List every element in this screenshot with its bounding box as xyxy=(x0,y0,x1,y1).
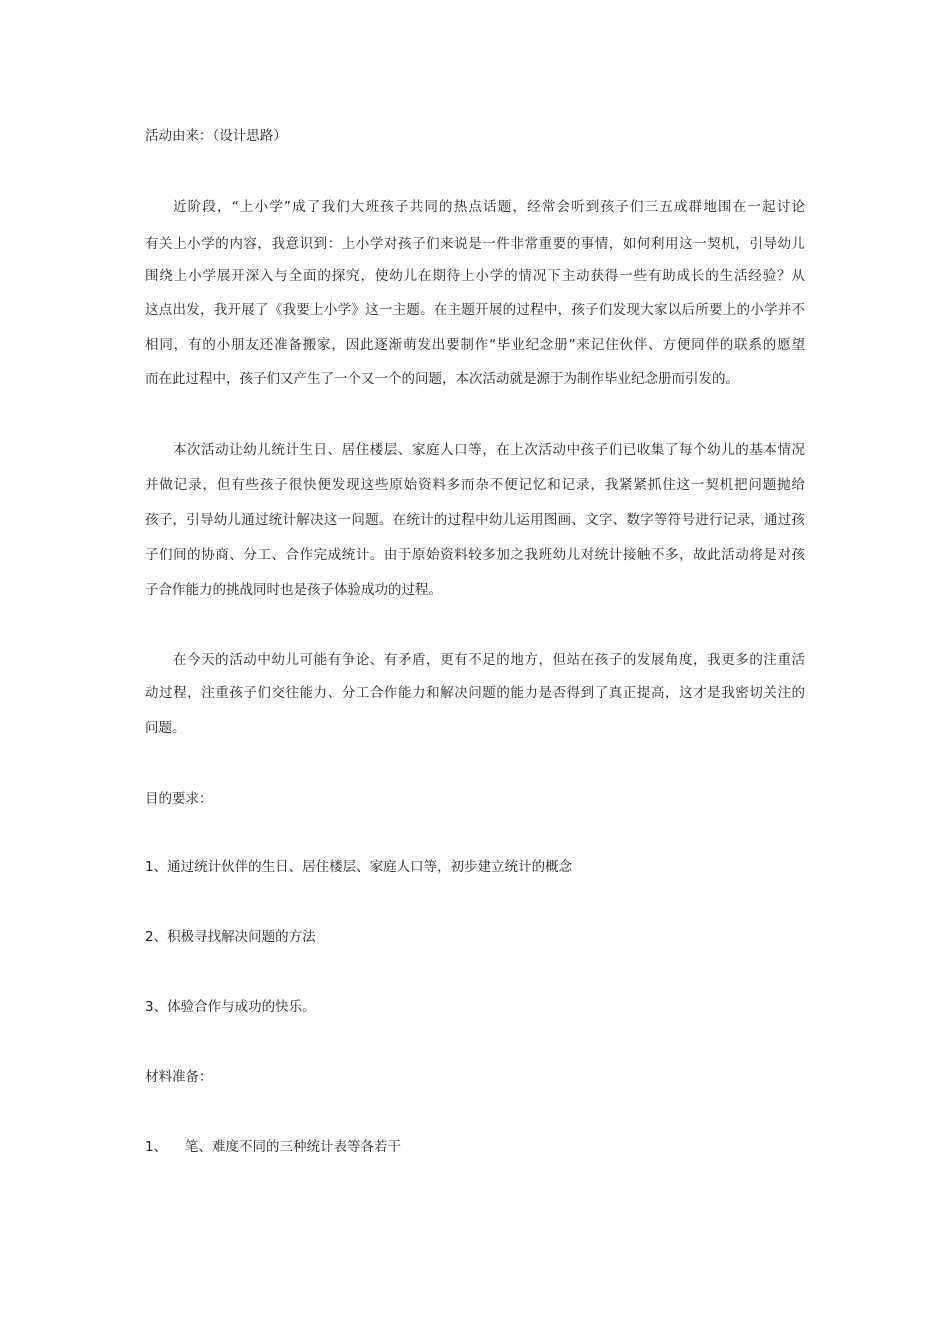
para2-line: 子合作能力的挑战同时也是孩子体验成功的过程。 xyxy=(145,582,442,598)
para2-line: 并做记录，但有些孩子很快便发现这些原始资料多而杂不便记忆和记录，我紧紧抓住这一契机把问题抛给 xyxy=(145,477,805,493)
para1-line: 而在此过程中，孩子们又产生了一个又一个的问题，本次活动就是源于为制作毕业纪念册而引发的。 xyxy=(145,371,739,387)
para1-line: 近阶段，“上小学”成了我们大班孩子共同的热点话题，经常会听到孩子们三五成群地围在一起讨论 xyxy=(173,199,805,215)
para2-line: 子们间的协商、分工、合作完成统计。由于原始资料较多加之我班幼儿对统计接触不多，故此活动将是对孩 xyxy=(145,547,805,563)
goal-item: 3、体验合作与成功的快乐。 xyxy=(145,999,316,1015)
goal-item: 1、通过统计伙伴的生日、居住楼层、家庭人口等，初步建立统计的概念 xyxy=(145,859,573,875)
para1-line: 这点出发，我开展了《我要上小学》这一主题。在主题开展的过程中，孩子们发现大家以后所要上的小学并不 xyxy=(145,302,805,318)
heading-goals: 目的要求： xyxy=(145,791,213,807)
material-text: 笔、难度不同的三种统计表等各若干 xyxy=(185,1139,401,1155)
heading-materials: 材料准备： xyxy=(145,1069,213,1085)
para2-line: 本次活动让幼儿统计生日、居住楼层、家庭人口等，在上次活动中孩子们已收集了每个幼儿的基本情况 xyxy=(173,442,805,458)
para3-line: 问题。 xyxy=(145,720,186,736)
para1-line: 围绕上小学展开深入与全面的探究，使幼儿在期待上小学的情况下主动获得一些有助成长的生活经验？从 xyxy=(145,268,805,284)
heading-origin: 活动由来：（设计思路） xyxy=(145,128,287,144)
para3-line: 动过程，注重孩子们交往能力、分工合作能力和解决问题的能力是否得到了真正提高，这才是我密切关注的 xyxy=(145,685,805,701)
para3-line: 在今天的活动中幼儿可能有争论、有矛盾，更有不足的地方，但站在孩子的发展角度，我更多的注重活 xyxy=(173,652,805,668)
goal-item: 2、积极寻找解决问题的方法 xyxy=(145,929,316,945)
para1-line: 有关上小学的内容，我意识到：上小学对孩子们来说是一件非常重要的事情，如何利用这一契机，引导幼儿 xyxy=(145,236,805,252)
para2-line: 孩子，引导幼儿通过统计解决这一问题。在统计的过程中幼儿运用图画、文字、数字等符号进行记录，通过孩 xyxy=(145,512,805,528)
material-number: 1、 xyxy=(145,1139,168,1155)
para1-line: 相同，有的小朋友还准备搬家，因此逐渐萌发出要制作“毕业纪念册”来记住伙伴、方便同伴的联系的愿望 xyxy=(145,337,805,353)
